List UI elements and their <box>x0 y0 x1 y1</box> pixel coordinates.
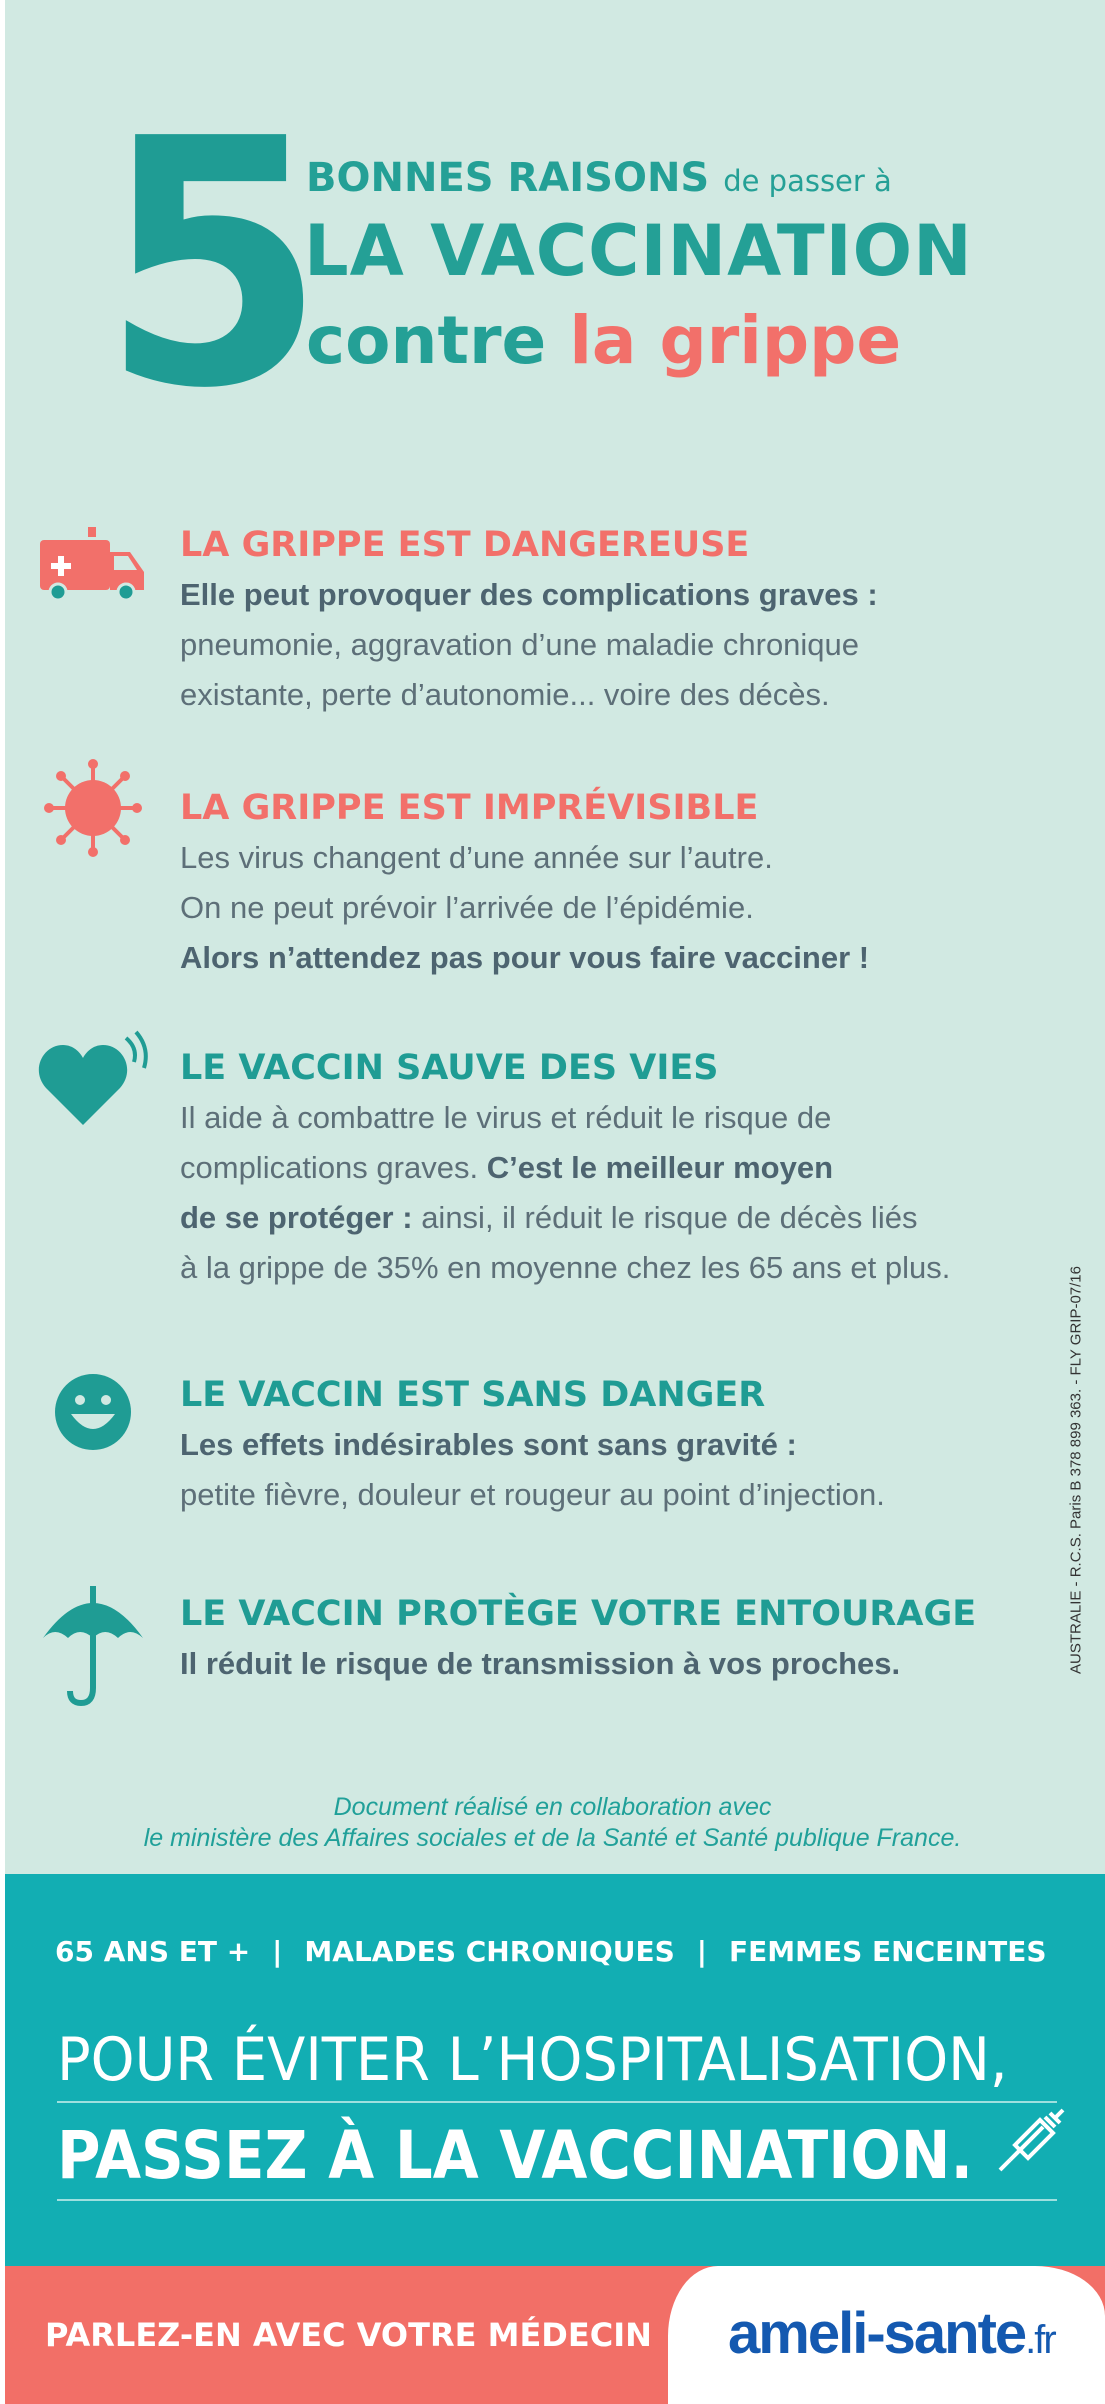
title-number: 5 <box>100 67 326 463</box>
talk-to-doctor: PARLEZ-EN AVEC VOTRE MÉDECIN <box>45 2316 652 2354</box>
section-text: complications graves. <box>180 1150 479 1185</box>
smiley-icon <box>38 1362 148 1462</box>
logo-text: ameli-sante <box>728 2301 1026 2366</box>
audience-item: MALADES CHRONIQUES <box>304 1935 675 1968</box>
section-safe <box>180 1370 1060 1520</box>
section-text: à la grippe de 35% en moyenne chez les 65 ans et plus. <box>180 1250 951 1285</box>
section-heading: LE VACCIN EST SANS DANGER <box>180 1375 766 1415</box>
section-text: ainsi, il réduit le risque de décès liés <box>421 1200 918 1235</box>
section-text: Les virus changent d’une année sur l’autre. <box>180 840 773 875</box>
ambulance-icon <box>38 522 148 622</box>
section-text: Il aide à combattre le virus et réduit le risque de <box>180 1100 832 1135</box>
divider <box>57 2101 1057 2103</box>
logo-tld: .fr <box>1025 2318 1055 2362</box>
audience-item: FEMMES ENCEINTES <box>729 1935 1047 1968</box>
title-line-1-bold: BONNES RAISONS <box>306 155 710 201</box>
divider <box>57 2199 1057 2201</box>
credits-line: le ministère des Affaires sociales et de la Santé et Santé publique France. <box>143 1824 962 1852</box>
section-text-bold: de se protéger : <box>180 1200 413 1235</box>
umbrella-icon <box>38 1578 148 1708</box>
section-text: existante, perte d’autonomie... voire des décès. <box>180 677 830 712</box>
title-line-1 <box>306 155 892 201</box>
title-grippe: la grippe <box>569 302 902 379</box>
separator: | <box>272 1935 283 1968</box>
section-text: pneumonie, aggravation d’une maladie chronique <box>180 627 860 662</box>
section-protects <box>180 1589 1060 1689</box>
title-line-2: LA VACCINATION <box>304 210 973 292</box>
separator: | <box>696 1935 707 1968</box>
credits-line: Document réalisé en collaboration avec <box>333 1793 772 1821</box>
section-text: Elle peut provoquer des complications graves : <box>180 577 878 612</box>
audience-item: 65 ANS ET + <box>55 1935 251 1968</box>
audience-list <box>55 1935 1069 1968</box>
syringe-icon <box>995 2105 1065 2175</box>
cta-line-1: POUR ÉVITER L’HOSPITALISATION, <box>57 2025 1008 2095</box>
section-heading: LE VACCIN SAUVE DES VIES <box>180 1048 719 1088</box>
section-text: Les effets indésirables sont sans gravité : <box>180 1427 797 1462</box>
section-text: Il réduit le risque de transmission à vos proches. <box>180 1646 901 1681</box>
legal-notice: AUSTRALIE - R.C.S. Paris B 378 899 363. - FLY GRIP-07/16 <box>1067 1266 1085 1674</box>
ameli-sante-logo[interactable] <box>728 2300 1055 2367</box>
section-text: petite fièvre, douleur et rougeur au point d’injection. <box>180 1477 885 1512</box>
title-line-1-suffix: de passer à <box>723 164 892 198</box>
section-heading: LE VACCIN PROTÈGE VOTRE ENTOURAGE <box>180 1594 977 1634</box>
virus-icon <box>38 758 148 858</box>
section-text-bold: C’est le meilleur moyen <box>486 1150 834 1185</box>
credits <box>0 1792 1105 1854</box>
section-heading: LA GRIPPE EST IMPRÉVISIBLE <box>180 788 759 828</box>
title-contre: contre <box>306 302 547 379</box>
heartbeat-heart-icon <box>38 1030 148 1130</box>
section-saves-lives <box>180 1043 1060 1293</box>
title-line-3 <box>306 302 901 379</box>
section-dangerous <box>180 520 1060 720</box>
section-unpredictable <box>180 783 1060 983</box>
cta-line-2: PASSEZ À LA VACCINATION. <box>57 2117 974 2194</box>
section-text: Alors n’attendez pas pour vous faire vacciner ! <box>180 940 870 975</box>
section-text: On ne peut prévoir l’arrivée de l’épidémie. <box>180 890 754 925</box>
section-heading: LA GRIPPE EST DANGEREUSE <box>180 525 750 565</box>
